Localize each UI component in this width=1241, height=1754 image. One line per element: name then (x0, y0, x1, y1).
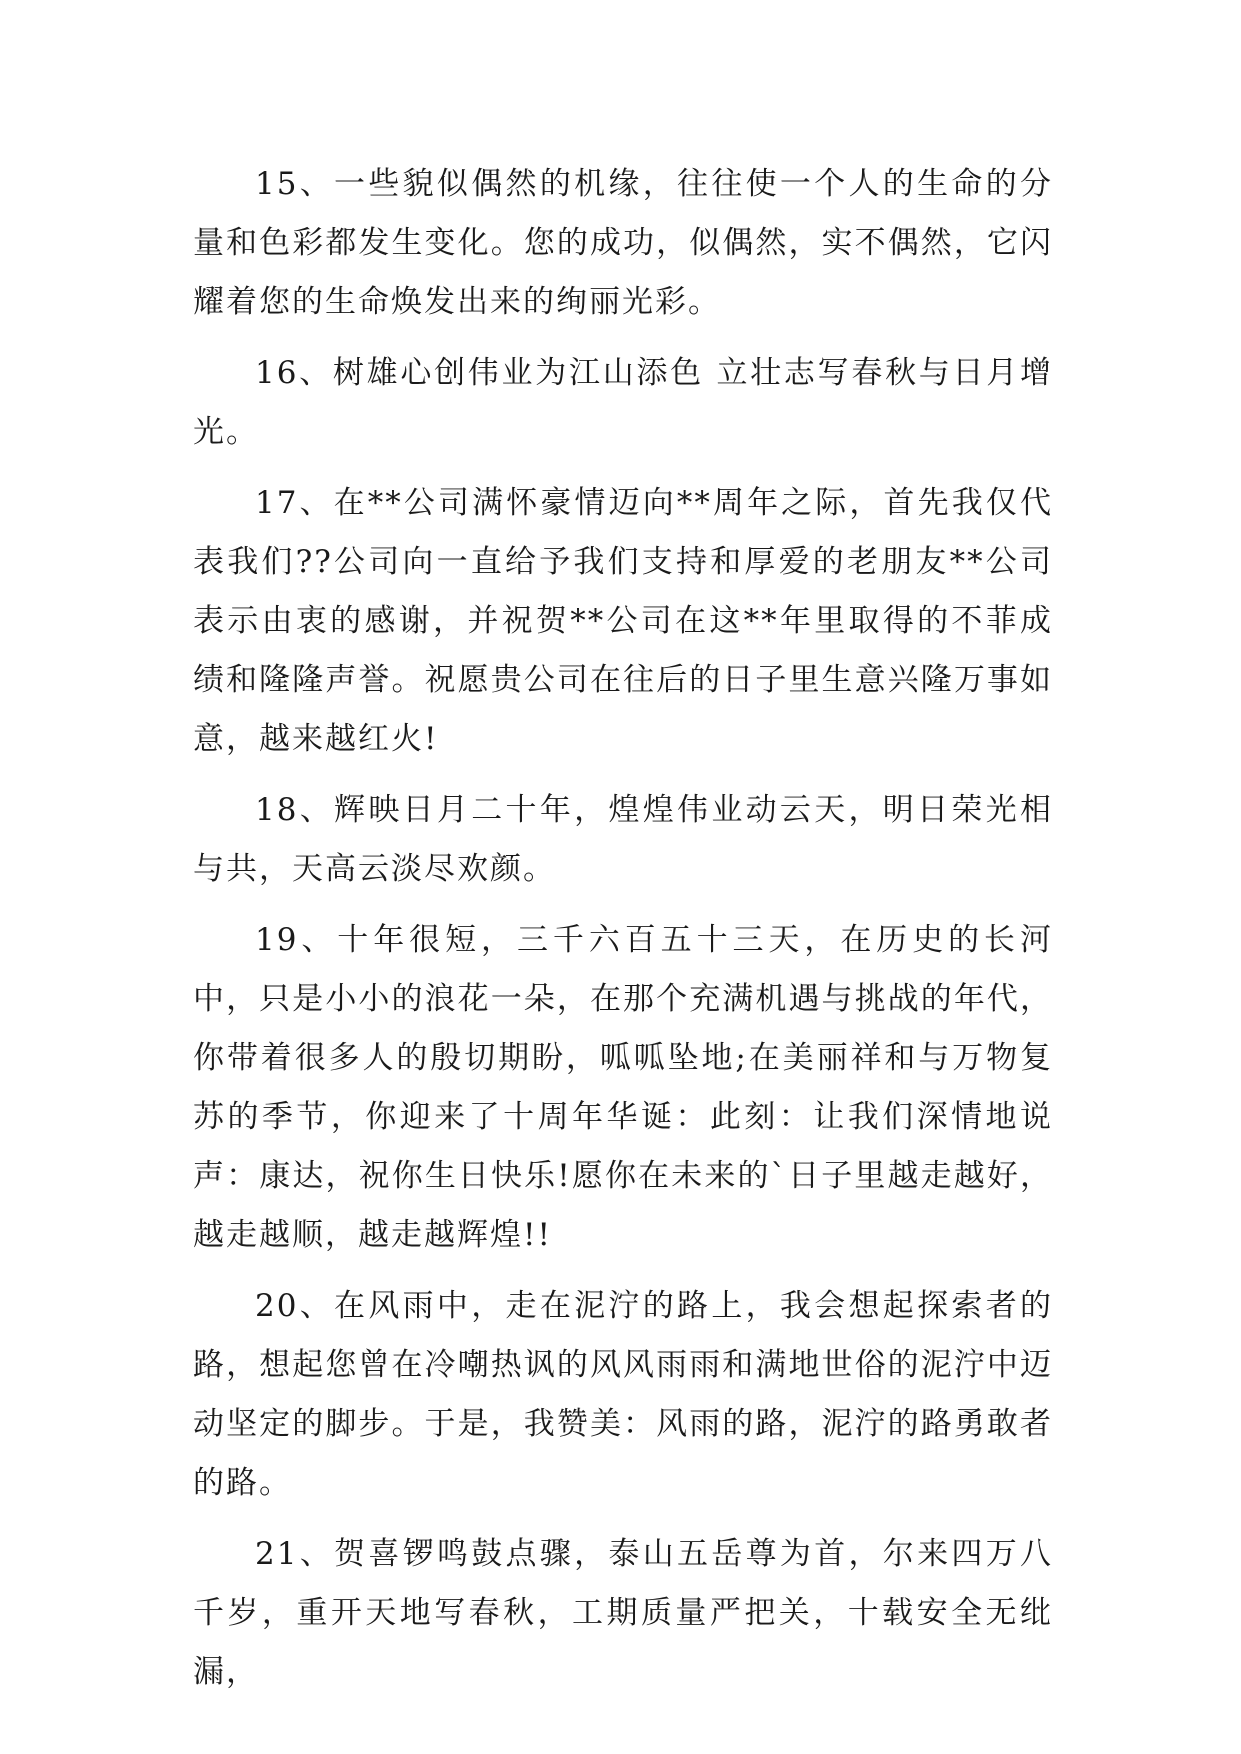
paragraph-15: 15、一些貌似偶然的机缘，往往使一个人的生命的分量和色彩都发生变化。您的成功，似偶然，实不偶然，它闪耀着您的生命焕发出来的绚丽光彩。 (193, 166, 1053, 320)
paragraph-17: 17、在**公司满怀豪情迈向**周年之际，首先我仅代表我们??公司向一直给予我们支持和厚爱的老朋友**公司表示由衷的感谢，并祝贺**公司在这**年里取得的不菲成绩和隆隆声誉。祝愿贵公司在往后的日子里生意兴隆万事如意，越来越红火! (193, 485, 1053, 757)
paragraph-16: 16、树雄心创伟业为江山添色 立壮志写春秋与日月增光。 (193, 355, 1053, 450)
paragraph-18: 18、辉映日月二十年，煌煌伟业动云天，明日荣光相与共，天高云淡尽欢颜。 (193, 792, 1053, 887)
document-body (193, 155, 1053, 1714)
paragraph-21: 21、贺喜锣鸣鼓点骤，泰山五岳尊为首，尔来四万八千岁，重开天地写春秋，工期质量严把关，十载安全无纰漏， (193, 1536, 1053, 1690)
paragraph-20: 20、在风雨中，走在泥泞的路上，我会想起探索者的路，想起您曾在冷嘲热讽的风风雨雨和满地世俗的泥泞中迈动坚定的脚步。于是，我赞美：风雨的路，泥泞的路勇敢者的路。 (193, 1288, 1053, 1501)
paragraph-19: 19、十年很短，三千六百五十三天，在历史的长河中，只是小小的浪花一朵，在那个充满机遇与挑战的年代，你带着很多人的殷切期盼，呱呱坠地;在美丽祥和与万物复苏的季节，你迎来了十周年华诞：此刻：让我们深情地说声：康达，祝你生日快乐!愿你在未来的`日子里越走越好，越走越顺，越走越辉煌!! (193, 922, 1053, 1253)
